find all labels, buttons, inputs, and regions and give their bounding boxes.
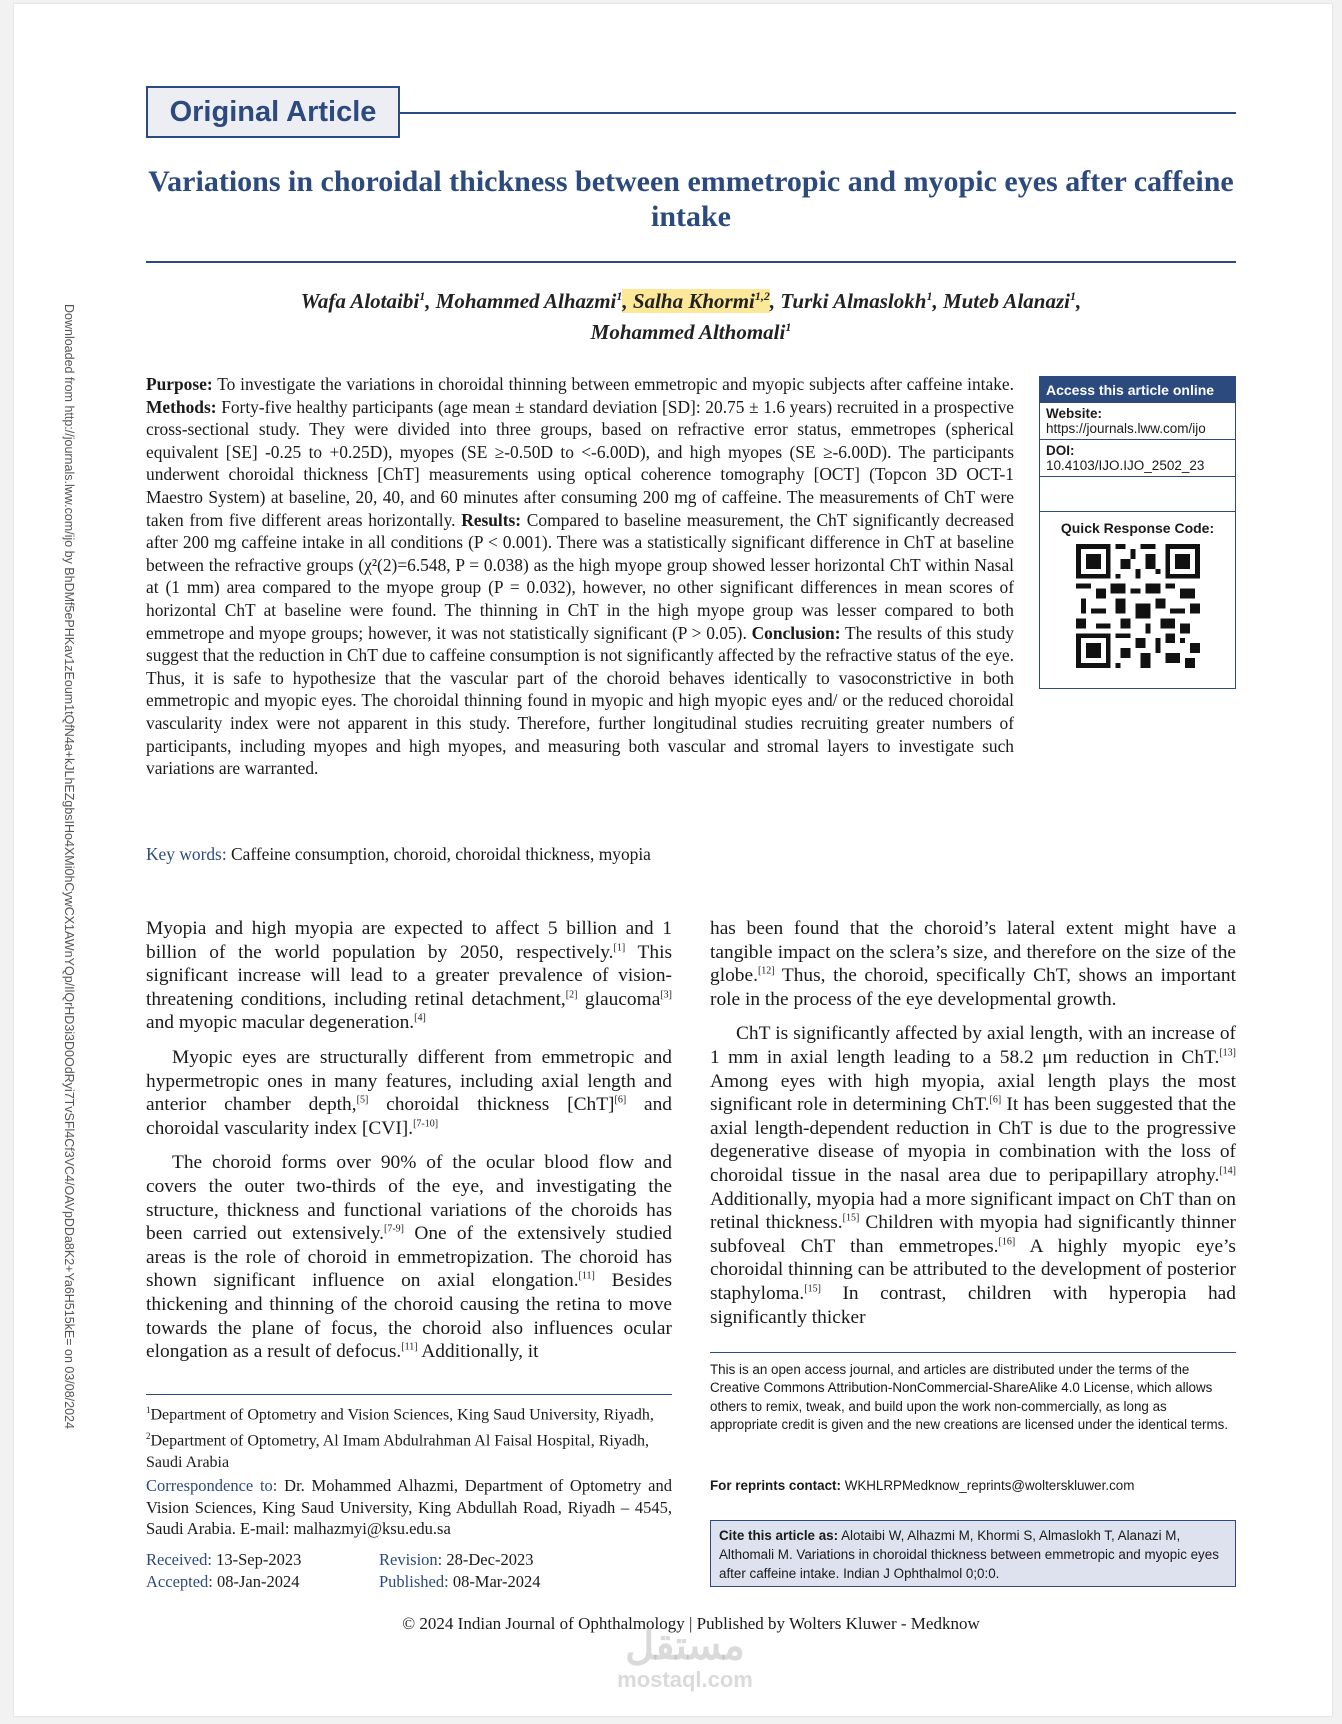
citation-ref[interactable]: [6] (614, 1094, 627, 1106)
paragraph-text: In contrast, children with hyperopia had significantly thicker (710, 1282, 1236, 1328)
reprints-email[interactable]: WKHLRPMedknow_reprints@wolterskluwer.com (844, 1478, 1135, 1493)
accepted-label: Accepted: (146, 1572, 213, 1591)
paragraph-text: has been found that the choroid’s lateral extent might have a tangible impact on the sclera’s size, and therefore on the size of the globe. (710, 918, 1236, 987)
paragraph-text: Myopic eyes are structurally different from emmetropic and hypermetropic ones in many features, including axial length and anterior chamber depth, (146, 1046, 672, 1116)
citation-ref[interactable]: [15] (804, 1283, 821, 1295)
body-column-right (710, 917, 1236, 1340)
paragraph (710, 1022, 1236, 1329)
citation-ref[interactable]: [15] (842, 1212, 860, 1224)
accepted-date: 08-Jan-2024 (217, 1572, 300, 1591)
paragraph-text: This significant increase will lead to a greater prevalence of vision-threatening conditions, including retinal detachment, (146, 941, 672, 1010)
affiliation-text: Department of Optometry, Al Imam Abdulrahman Al Faisal Hospital, Riyadh, Saudi Arabia (146, 1432, 649, 1471)
paragraph-text: Among eyes with high myopia, axial length plays the most significant role in determining ChT. (710, 1070, 1236, 1116)
paragraph (710, 917, 1236, 1011)
author-name: Turki Almaslokh (780, 289, 927, 313)
author-name-highlighted: Salha Khormi (632, 289, 755, 313)
license-rule (710, 1352, 1236, 1353)
access-heading: Access this article online (1040, 377, 1235, 403)
paragraph-text: It has been suggested that the axial length-dependent reduction in ChT is due to the progressive degenerative disease of myopia in combination with the loss of choroidal tissue in the nasal area due to peripapillary atrophy. (710, 1094, 1236, 1186)
author-affiliation-mark: 1 (419, 289, 426, 303)
download-note: Downloaded from http://journals.lww.com/ijo by BhDMf5ePHKav1zEoum1tQfN4a+kJLhEZgbsIHo4XMi0hCywCX1AWnYQp/IlQrHD3i3D0OdRyi7TvSFl4Cf3VC4/OAVpDDa8K2+Ya6H515kE= on 03/08/2024 (62, 304, 76, 1429)
paragraph-text: choroidal thickness [ChT] (368, 1094, 615, 1116)
paragraph-text: and choroidal vascularity index [CVI]. (146, 1094, 672, 1139)
affiliation-mark: 2 (146, 1430, 151, 1441)
citation-ref[interactable]: [14] (1219, 1165, 1236, 1177)
published-date: 08-Mar-2024 (452, 1572, 541, 1591)
paragraph-text: and myopic macular degeneration. (146, 1012, 415, 1034)
citation-ref[interactable]: [7-9] (384, 1223, 405, 1235)
access-online-box (1039, 376, 1236, 689)
paragraph-text: Additionally, myopia had a more significant impact on ChT than on retinal thickness. (710, 1188, 1236, 1234)
citation-ref[interactable]: [16] (998, 1236, 1016, 1248)
author-name: Wafa Alotaibi (300, 289, 420, 313)
paragraph-text: ChT is significantly affected by axial length, with an increase of 1 mm in axial length leading to a 58.2 μm reduction in ChT. (710, 1023, 1236, 1068)
paragraph-text: Myopia and high myopia are expected to affect 5 billion and 1 billion of the world population by 2050, respectively. (146, 918, 672, 963)
paragraph-text: glaucoma (577, 988, 661, 1010)
paragraph-text: The choroid forms over 90% of the ocular blood flow and covers the outer two-thirds of the eye, and investigating the structure, thickness and functional variations of the choroids has been carried out extensively. (146, 1152, 672, 1245)
citation-ref[interactable]: [2] (565, 989, 578, 1001)
qr-code-icon (1076, 544, 1200, 668)
abstract (146, 373, 1014, 780)
author-list: Wafa Alotaibi$^1$, Mohammed Alhazmi$^1$, Salha Khormi$^{1,2}$, Turki Almaslokh$^1$, Muteb Alanazi$^1$, Mohammed Althomali$^1$ (300, 289, 1082, 344)
abstract-results: Compared to baseline measurement, the ChT significantly decreased after 200 mg caffeine intake in all conditions (P < 0.001). There was a statistically significant difference in ChT at baseline between the refractive groups (χ²(2)=6.548, P = 0.038) as the high myope group showed lesser horizontal ChT within Nasal at (1 mm) area compared to the myope group (P = 0.032), however, no other significant differences in mean scores of horizontal ChT at baseline were found. The thinning in ChT in the high myope group was lesser compared to both emmetrope and myope groups; however, it was not statistically significant (P > 0.05). (146, 509, 1014, 643)
affiliations (146, 1400, 672, 1473)
paragraph (146, 917, 672, 1035)
qr-label: Quick Response Code: (1060, 520, 1215, 536)
header-rule (400, 112, 1236, 114)
reprints-contact (710, 1478, 1236, 1493)
paragraph-text: One of the extensively studied areas is the role of choroid in emmetropization. The choroid has shown significant influence on axial elongation. (146, 1223, 672, 1292)
paragraph (146, 1046, 672, 1140)
author-name: Muteb Alanazi (942, 289, 1070, 313)
author-affiliation-mark: 1 (926, 289, 933, 303)
abstract-purpose: To investigate the variations in choroidal thinning between emmetropic and myopic subjects after caffeine intake. (217, 374, 1014, 394)
author-affiliation-mark: 1 (616, 289, 623, 303)
access-spacer (1040, 477, 1235, 512)
citation-ref[interactable]: [12] (757, 965, 775, 977)
doi-label: DOI: (1046, 443, 1075, 458)
cite-label: Cite this article as: (719, 1528, 839, 1543)
page-footer: © 2024 Indian Journal of Ophthalmology | Published by Wolters Kluwer - Medknow (402, 1614, 980, 1633)
paragraph-text: Additionally, it (417, 1341, 539, 1363)
abstract-results-label: Results: (461, 509, 522, 530)
website-label: Website: (1046, 406, 1103, 421)
article-type-label: Original Article (146, 86, 400, 138)
citation-ref[interactable]: [3] (660, 989, 672, 1001)
watermark-latin: mostaql.com (617, 1667, 753, 1692)
author-name: Mohammed Alhazmi (435, 289, 617, 313)
abstract-purpose-label: Purpose: (146, 374, 213, 394)
abstract-methods: Forty-five healthy participants (age mean ± standard deviation [SD]: 20.75 ± 1.6 years) recruited in a prospective cross-sectional study. They were divided into three groups, based on refractive error status, emmetropes (spherical equivalent [SE] -0.25 to +0.25D), myopes (SE ≥-0.50D to <-6.00D), and high myopes (SE ≥-6.00D). The participants underwent choroidal thickness [ChT] measurements using optical coherence tomography [OCT] (Topcon 3D OCT-1 Maestro System) at baseline, 20, 40, and 60 minutes after consuming 200 mg of caffeine. The measurements of ChT were taken from five different areas horizontally. (146, 396, 1014, 530)
title-rule (146, 261, 1236, 263)
paragraph-text: Besides thickening and thinning of the choroid causing the retina to move towards the plane of focus, the choroid also influences ocular elongation as a result of defocus. (146, 1270, 672, 1363)
dates-right (379, 1549, 540, 1593)
article-page (14, 4, 1332, 1716)
cite-box (710, 1520, 1236, 1587)
paragraph-text: Thus, the choroid, specifically ChT, shows an important role in the process of the eye developmental growth. (710, 965, 1236, 1010)
abstract-conclusion-label: Conclusion: (751, 622, 841, 643)
affiliation-text: Department of Optometry and Vision Sciences, King Saud University, Riyadh, (150, 1406, 654, 1424)
citation-ref[interactable]: [7-10] (413, 1118, 439, 1130)
received-label: Received: (146, 1550, 212, 1569)
author-affiliation-mark: 1 (1069, 289, 1076, 303)
citation-ref[interactable]: [11] (401, 1341, 418, 1353)
reprints-label: For reprints contact: (710, 1478, 841, 1493)
citation-ref[interactable]: [4] (414, 1012, 426, 1024)
paragraph-text: Children with myopia had significantly thinner subfoveal ChT than emmetropes. (710, 1212, 1237, 1257)
keywords-label: Key words: (146, 844, 227, 864)
revision-label: Revision: (379, 1550, 443, 1569)
watermark (585, 1624, 785, 1692)
doi-link[interactable]: 10.4103/IJO.IJO_2502_23 (1046, 458, 1205, 473)
keywords (146, 844, 1014, 865)
dates-left (146, 1549, 301, 1593)
published-label: Published: (379, 1572, 449, 1591)
doi-row (1040, 440, 1235, 477)
license-note: This is an open access journal, and articles are distributed under the terms of the Creative Commons Attribution-NonCommercial-ShareAlike 4.0 License, which allows others to remix, tweak, and build upon the work non-commercially, as long as appropriate credit is given and the new creations are licensed under the identical terms. (710, 1362, 1229, 1433)
website-row (1040, 403, 1235, 440)
citation-ref[interactable]: [5] (356, 1094, 369, 1106)
author-affiliation-mark: 1,2 (754, 289, 770, 303)
affiliation-mark: 1 (146, 1405, 151, 1415)
article-title: Variations in choroidal thickness between emmetropic and myopic eyes after caffeine intake (148, 165, 1234, 233)
received-date: 13-Sep-2023 (216, 1550, 302, 1569)
citation-ref[interactable]: [6] (989, 1094, 1002, 1106)
body-column-left (146, 917, 672, 1375)
website-link[interactable]: https://journals.lww.com/ijo (1046, 421, 1206, 436)
keywords-text: Caffeine consumption, choroid, choroidal thickness, myopia (231, 844, 651, 864)
author-affiliation-mark: 1 (785, 320, 792, 334)
footnote-rule (146, 1394, 672, 1395)
correspondence (146, 1475, 672, 1540)
author-name: Mohammed Althomali (590, 320, 786, 344)
cite-text: Alotaibi W, Alhazmi M, Khormi S, Almaslokh T, Alanazi M, Althomali M. Variations in choroidal thickness between emmetropic and myopic eyes after caffeine intake. Indian J Ophthalmol 0;0:0. (719, 1528, 1219, 1581)
correspondence-label: Correspondence to: (146, 1476, 278, 1495)
paragraph (146, 1151, 672, 1363)
abstract-methods-label: Methods: (146, 396, 217, 417)
paragraph-text: A highly myopic eye’s choroidal thinning can be attributed to the development of posterior staphyloma. (710, 1235, 1236, 1304)
watermark-arabic: مستقل (625, 1624, 745, 1668)
abstract-conclusion: The results of this study suggest that the reduction in ChT due to caffeine consumption is not significantly affected by the refractive status of the eye. Thus, it is safe to hypothesize that the vascular part of the choroid behaves identically to vasoconstrictive in both emmetropic and myopic eyes. The choroidal thinning found in myopic and high myopic eyes and/ or the reduced choroidal vascularity index were not apparent in this study. Therefore, further longitudinal studies recruiting greater numbers of participants, including myopes and high myopes, and measuring both vascular and stromal layers to investigate such variations are warranted. (146, 622, 1014, 779)
citation-ref[interactable]: [1] (613, 942, 626, 954)
citation-ref[interactable]: [11] (578, 1270, 595, 1282)
revision-date: 28-Dec-2023 (446, 1550, 534, 1569)
citation-ref[interactable]: [13] (1219, 1047, 1236, 1059)
correspondence-text: Dr. Mohammed Alhazmi, Department of Optometry and Vision Sciences, King Saud University, King Abdullah Road, Riyadh – 4545, Saudi Arabia. E-mail: malhazmyi@ksu.edu.sa (146, 1476, 672, 1538)
